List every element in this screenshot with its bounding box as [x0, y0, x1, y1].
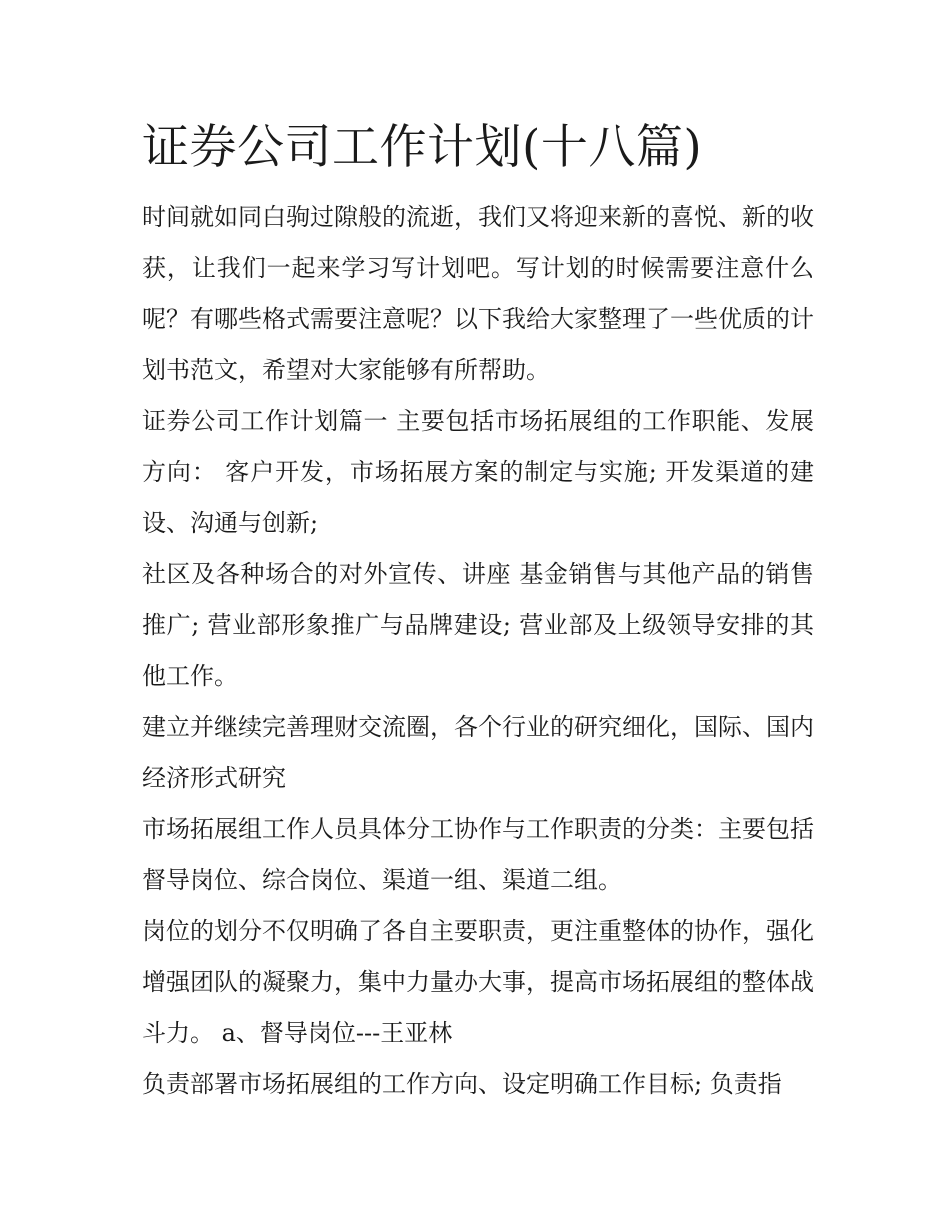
paragraph-community-promotion: 社区及各种场合的对外宣传、讲座 基金销售与其他产品的销售推广; 营业部形象推广与品牌建设; 营业部及上级领导安排的其他工作。 — [142, 560, 814, 690]
paragraph-intro: 时间就如同白驹过隙般的流逝，我们又将迎来新的喜悦、新的收获，让我们一起来学习写计划吧。写计划的时候需要注意什么呢？有哪些格式需要注意呢？以下我给大家整理了一些优质的计划书范文，希望对大家能够有所帮助。 — [142, 203, 814, 384]
paragraph-role-collaboration: 岗位的划分不仅明确了各自主要职责，更注重整体的协作，强化增强团队的凝聚力，集中力量办大事，提高市场拓展组的整体战斗力。 a、督导岗位---王亚林 — [142, 917, 814, 1047]
paragraph-finance-circle: 建立并继续完善理财交流圈，各个行业的研究细化，国际、国内经济形式研究 — [142, 713, 814, 792]
paragraph-responsibilities: 负责部署市场拓展组的工作方向、设定明确工作目标; 负责指 — [142, 1070, 782, 1098]
paragraph-section-one: 证券公司工作计划篇一 主要包括市场拓展组的工作职能、发展方向： 客户开发，市场拓展方案的制定与实施; 开发渠道的建设、沟通与创新; — [142, 407, 814, 537]
document-body — [142, 116, 814, 1110]
document-title: 证券公司工作计划(十八篇) — [142, 120, 703, 175]
paragraph-staff-division: 市场拓展组工作人员具体分工协作与工作职责的分类：主要包括督导岗位、综合岗位、渠道一组、渠道二组。 — [142, 815, 814, 894]
